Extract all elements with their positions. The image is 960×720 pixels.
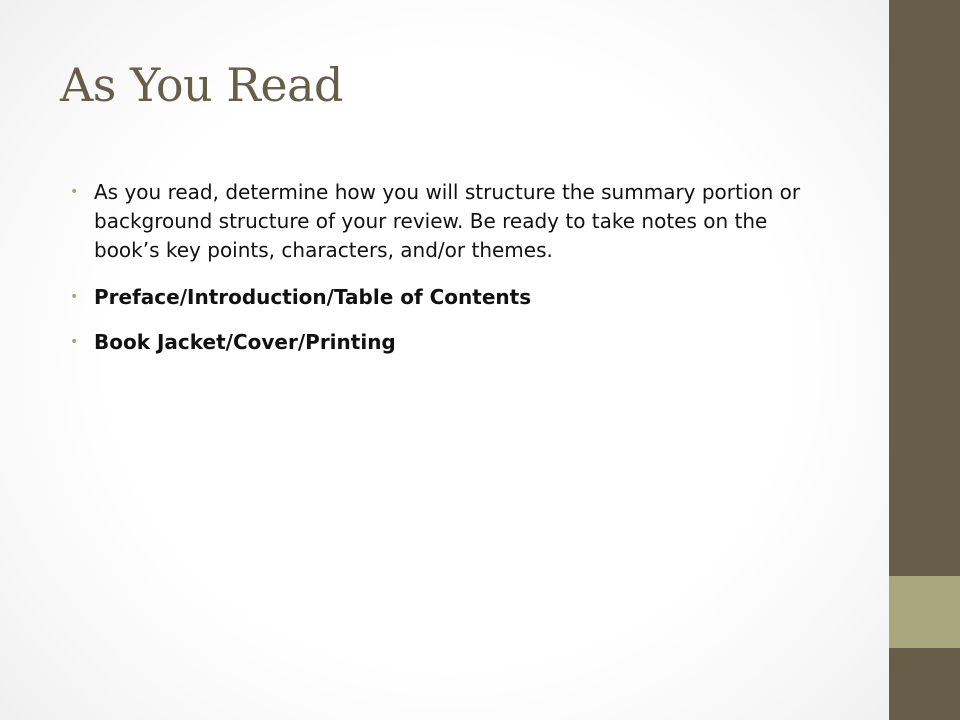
sidebar-accent-block (889, 576, 960, 648)
bullet-marker-icon: • (70, 334, 79, 350)
slide-title: As You Read (60, 58, 343, 112)
bullet-item (70, 328, 810, 357)
bullet-item (70, 283, 810, 312)
bullet-text: As you read, determine how you will structure the summary portion or background structure of your review. Be ready to take notes on the book’s key points, characters, and/or themes. (94, 180, 801, 262)
bullet-text: Preface/Introduction/Table of Contents (94, 285, 532, 309)
bullet-marker-icon: • (70, 289, 79, 305)
bullet-item (70, 178, 810, 265)
bullet-text: Book Jacket/Cover/Printing (94, 330, 396, 354)
bullet-marker-icon: • (70, 184, 79, 200)
bullet-list (70, 178, 810, 373)
